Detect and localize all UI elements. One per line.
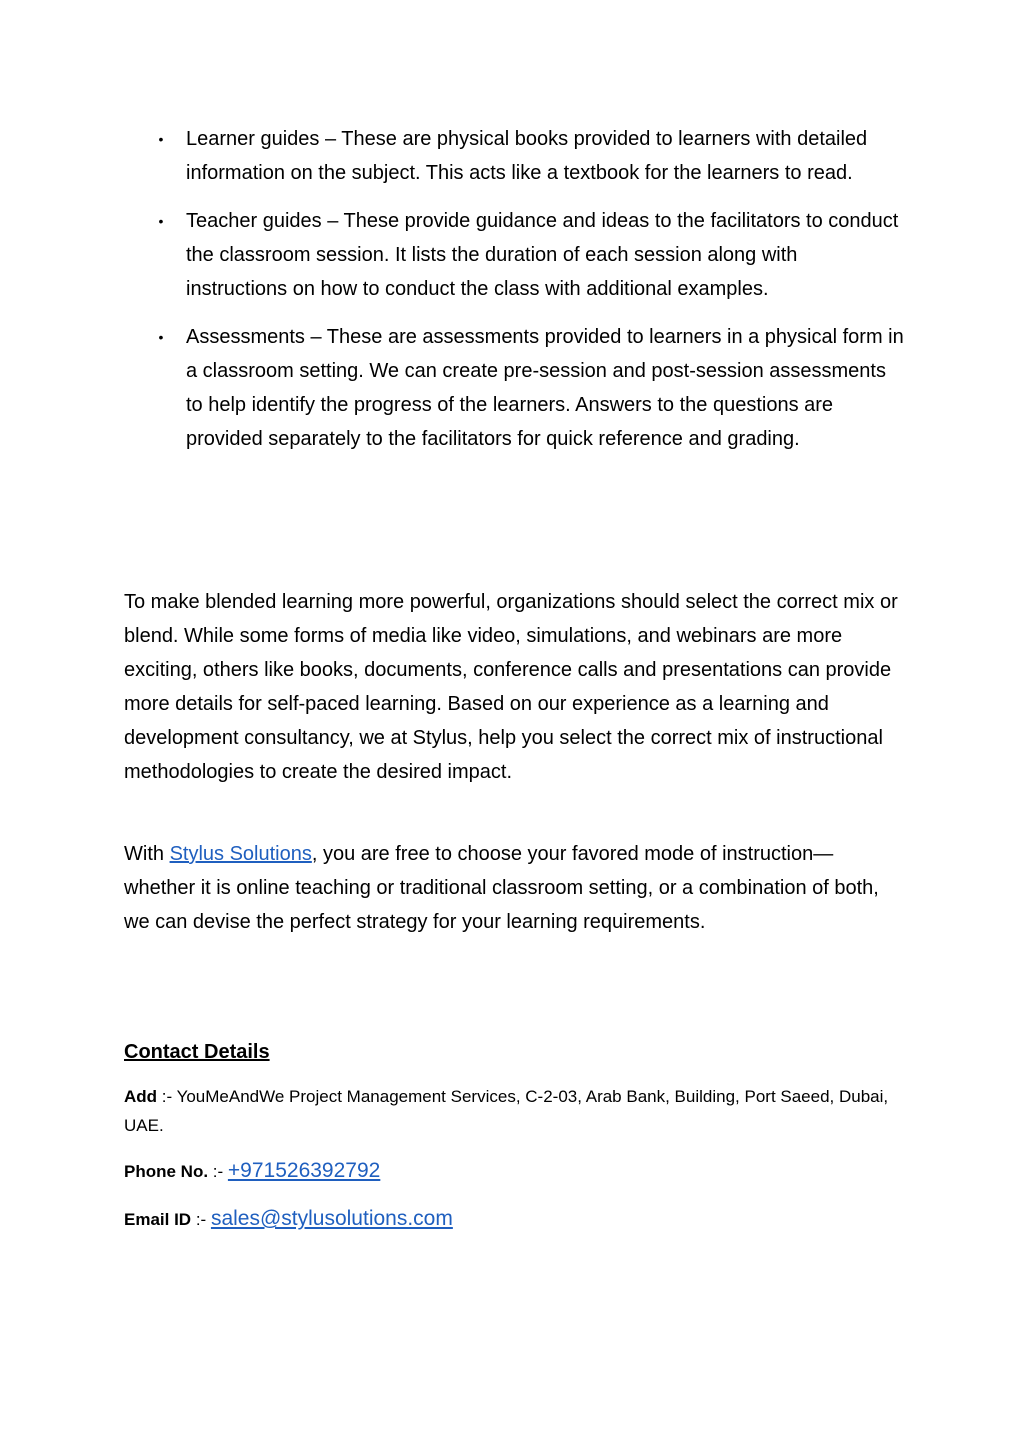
bullet-icon: • <box>158 329 164 345</box>
bullet-item-teacher-guides <box>124 204 904 306</box>
email-separator: :- <box>191 1210 211 1229</box>
phone-label: Phone No. <box>124 1162 209 1181</box>
email-label: Email ID <box>124 1210 192 1229</box>
bullet-text: Assessments – These are assessments provided to learners in a physical form in a classroom setting. We can create pre-session and post-session assessments to help identify the progress of the learners. Answers to the questions are provided separately to the facilitators for quick reference and grading. <box>186 326 904 450</box>
contact-details-heading: Contact Details <box>124 1041 270 1063</box>
bullet-icon: • <box>158 213 164 229</box>
bullet-text: Learner guides – These are physical books provided to learners with detailed information on the subject. This acts like a textbook for the learners to read. <box>186 128 868 184</box>
address-label: Add <box>124 1087 158 1106</box>
stylus-solutions-link[interactable]: Stylus Solutions <box>169 843 312 865</box>
bullet-item-learner-guides <box>124 122 904 190</box>
email-link[interactable]: sales@stylusolutions.com <box>210 1207 453 1230</box>
paragraph-stylus-solutions <box>124 837 904 939</box>
bullet-text: Teacher guides – These provide guidance and ideas to the facilitators to conduct the classroom session. It lists the duration of each session along with instructions on how to conduct the class with additional examples. <box>186 210 899 300</box>
paragraph-suffix: , you are free to choose your favored mode of instruction—whether it is online teaching or traditional classroom setting, or a combination of both, we can devise the perfect strategy for your learning requirements. <box>124 843 879 933</box>
phone-separator: :- <box>208 1162 228 1181</box>
contact-email <box>124 1204 914 1234</box>
bullet-list <box>124 122 904 470</box>
address-value: YouMeAndWe Project Management Services, C-2-03, Arab Bank, Building, Port Saeed, Dubai, UAE. <box>124 1087 889 1135</box>
address-separator: :- <box>157 1087 177 1106</box>
phone-link[interactable]: +971526392792 <box>227 1159 381 1182</box>
bullet-icon: • <box>158 131 164 147</box>
paragraph-prefix: With <box>124 843 170 865</box>
contact-phone <box>124 1156 914 1186</box>
paragraph-blended-learning: To make blended learning more powerful, organizations should select the correct mix or blend. While some forms of media like video, simulations, and webinars are more exciting, others like books, documents, conference calls and presentations can provide more details for self-paced learning. Based on our experience as a learning and development consultancy, we at Stylus, help you select the correct mix of instructional methodologies to create the desired impact. <box>124 591 898 783</box>
bullet-item-assessments <box>124 320 904 456</box>
contact-address <box>124 1082 914 1140</box>
